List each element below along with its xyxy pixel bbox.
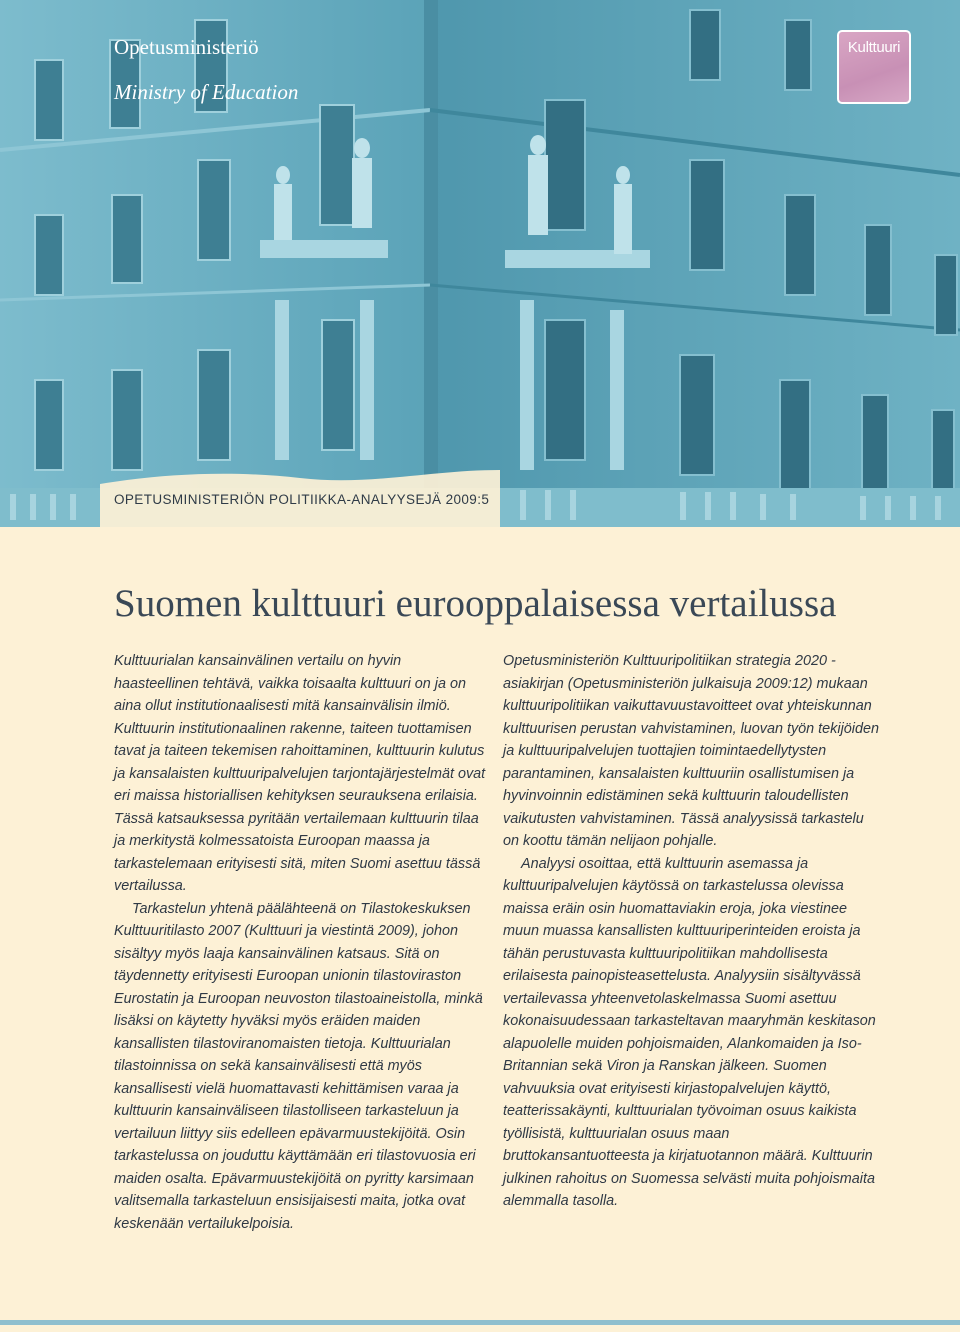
- body-column-left: [114, 650, 486, 1235]
- page-title: Suomen kulttuuri eurooppalaisessa vertailussa: [114, 582, 837, 625]
- paragraph: Opetusministeriön Kulttuuripolitiikan strategia 2020 -asiakirjan (Opetusministeriön julkaisuja 2009:12) mukaan kulttuuripolitiikan vaikuttavuustavoitteet ovat yhteiskunnan kulttuurisen perustan vahvistaminen, luovan työn tekijöiden ja kulttuuripalvelujen tuottajien toimintaedellytysten parantaminen, kansalaisten kulttuuriin osallistumisen ja hyvinvoinnin edistäminen sekä kulttuurin taloudellisten vaikutusten vahvistaminen. Tässä analyysissä tarkastelu on koottu tämän nelijaon pohjalle.: [503, 653, 879, 849]
- bottom-rule: [0, 1320, 960, 1325]
- cover-photo: [0, 0, 960, 527]
- paragraph: Kulttuurialan kansainvälinen vertailu on hyvin haasteellinen tehtävä, vaikka toisaalta kulttuuri on ja on aina ollut institutionaalisesti mitä kansainvälisin ilmiö. Kulttuurin institutionaalinen rakenne, taiteen tuottamisen tavat ja taiteen tekemisen rahoittaminen, kulttuurin kulutus ja kansalaisten kulttuuripalvelujen tarjontajärjestelmät ovat eri maissa historiallisen kehityksen seurauksena erilaisia. Tässä katsauksessa pyritään vertailemaan kulttuurin tilaa ja merkitystä kolmessatoista Euroopan maassa ja tarkastelemaan erityisesti sitä, miten Suomi asettuu tässä vertailussa.: [114, 653, 486, 894]
- ministry-name-fi: Opetusministeriö: [114, 35, 259, 59]
- ministry-name-en: Ministry of Education: [114, 80, 299, 104]
- paragraph: Tarkastelun yhtenä päälähteenä on Tilastokeskuksen Kulttuuritilasto 2007 (Kulttuuri ja viestintä 2009), johon sisältyy myös laaja kansainvälinen katsaus. Sitä on täydennetty erityisesti Euroopan unionin tilastoviraston Eurostatin ja Euroopan neuvoston tilastoaineistolla, minkä lisäksi on käytetty hyväksi myös eräiden maiden kansallisten tilastoviranomaisten tietoja. Kulttuurialan tilastoinnissa on sekä kansainvälisesti että myös kansallisesti vielä huomattavasti kehittämisen varaa ja kulttuurin kansainväliseen tilastolliseen tarkasteluun ja vertailuun liittyy siis edelleen epävarmuustekijöitä. Osin tarkastelussa on jouduttu käyttämään eri tilastovuosia eri maiden osalta. Epävarmuustekijöitä on pyritty karsimaan valitsemalla tarkasteluun ensisijaisesti maita, jotka ovat keskenään vertailukelpoisia.: [114, 900, 483, 1232]
- series-label: OPETUSMINISTERIÖN POLITIIKKA-ANALYYSEJÄ 2009:5: [114, 492, 490, 507]
- body-column-right: [503, 650, 879, 1213]
- category-badge: [837, 30, 911, 104]
- publisher-logo: [114, 34, 298, 105]
- category-badge-label: Kulttuuri: [847, 39, 901, 56]
- paragraph: Analyysi osoittaa, että kulttuurin asemassa ja kulttuuripalvelujen käytössä on tarkastelussa olevissa maissa eräin osin huomattaviakin eroja, joka viestinee muun muassa kansallisten kulttuuriperinteiden eroista ja tähän perustuvasta kulttuuripolitiikan mahdollisesta erilaisesta painopisteasettelusta. Analyysiin sisältyvässä vertailevassa yhteenvetolaskelmassa Suomi asettuu kokonaisuudessaan tarkasteltavan maaryhmän keskitason alapuolelle muiden pohjoismaiden, Alankomaiden ja Iso-Britannian sekä Viron ja Ranskan jälkeen. Suomen vahvuuksia ovat erityisesti kirjastopalvelujen käyttö, teatterissakäynti, kulttuurialan työvoiman osuus kaikista työllisistä, kulttuurialan osuus maan bruttokansantuotteesta ja kirjatuotannon määrä. Kulttuurin julkinen rahoitus on Suomessa selvästi muita pohjoismaita alemmalla tasolla.: [503, 855, 876, 1209]
